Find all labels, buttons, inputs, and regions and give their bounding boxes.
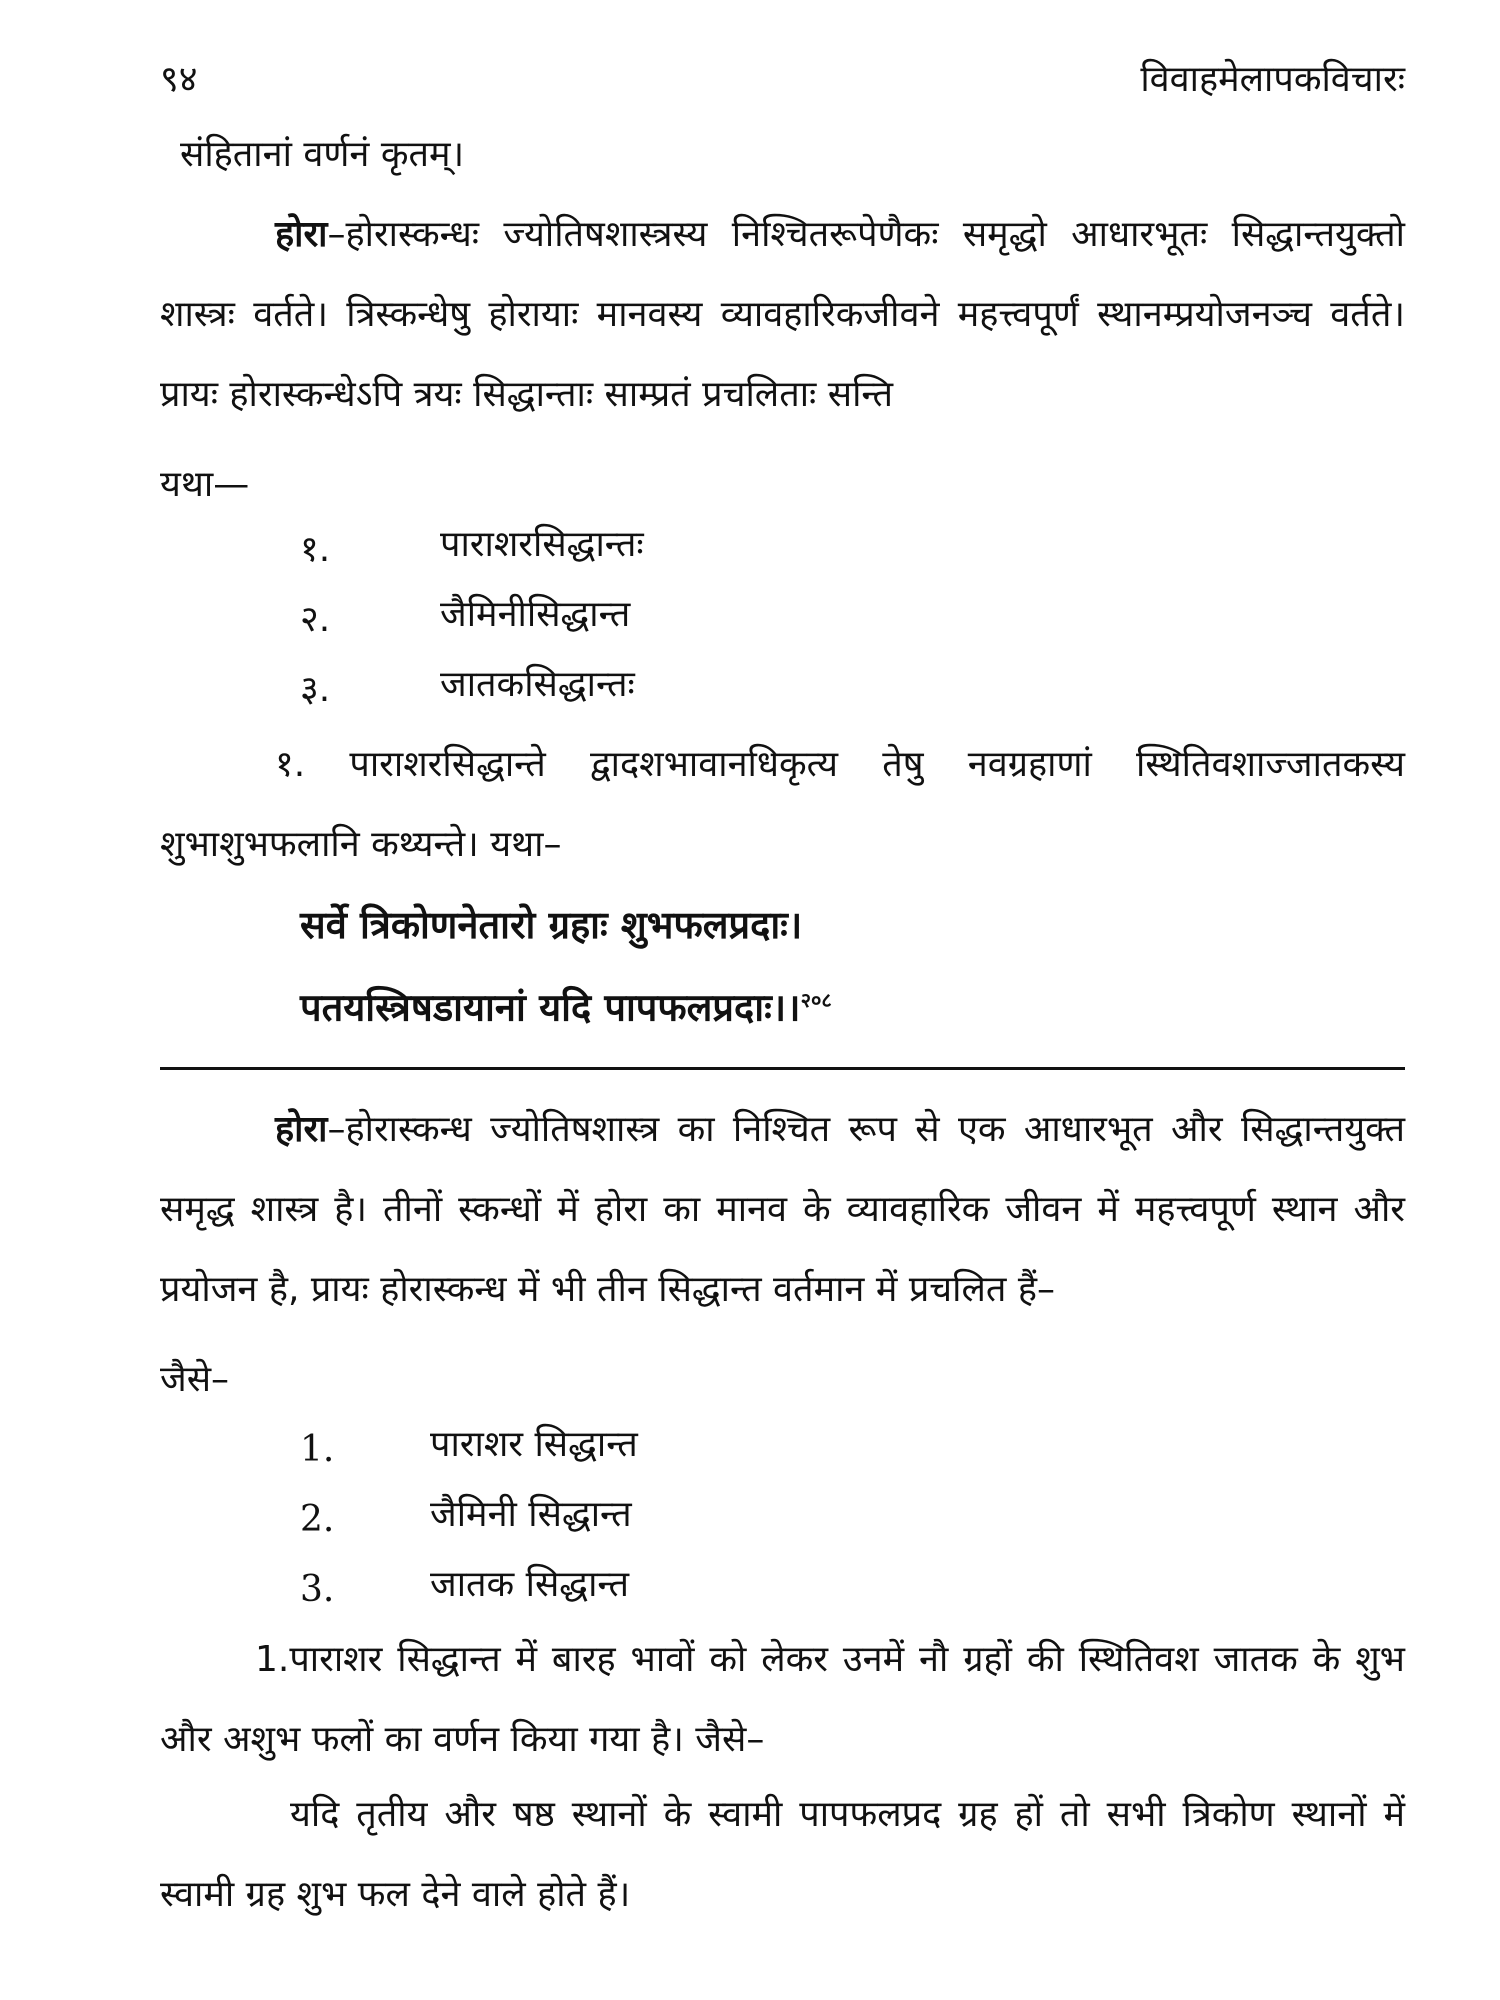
list-item: जातक सिद्धान्त xyxy=(430,1564,630,1605)
sanskrit-hora-paragraph xyxy=(160,195,1405,435)
running-title: विवाहमेलापकविचारः xyxy=(1140,59,1405,100)
verse-line-2 xyxy=(300,960,832,1048)
sanskrit-hora-term: होरा xyxy=(275,214,328,255)
sanskrit-parashara-paragraph: १. पाराशरसिद्धान्ते द्वादशभावानधिकृत्य तेषु नवग्रहाणां स्थितिवशाज्जातकस्य शुभाशुभफलानि कथ्यन्ते। यथा– xyxy=(160,744,1405,865)
verse-line-2-text: पतयस्त्रिषडायानां यदि पापफलप्रदाः।। xyxy=(300,985,801,1030)
footnote-reference: २०८ xyxy=(800,988,832,1012)
verse-line-1: सर्वे त्रिकोणनेतारो ग्रहाः शुभफलप्रदाः। xyxy=(300,903,803,947)
list-number: 3. xyxy=(300,1569,335,1610)
page-number: ९४ xyxy=(160,59,198,100)
list-number: २. xyxy=(300,599,331,640)
list-item: पाराशरसिद्धान्तः xyxy=(440,524,644,565)
opening-line: संहितानां वर्णनं कृतम्। xyxy=(180,134,465,175)
hindi-final-paragraph: यदि तृतीय और षष्ठ स्थानों के स्वामी पापफलप्रद ग्रह हों तो सभी त्रिकोण स्थानों में स्वामी ग्रह शुभ फल देने वाले होते हैं। xyxy=(160,1794,1405,1915)
list-item: जैमिनी सिद्धान्त xyxy=(430,1494,632,1535)
list-item: पाराशर सिद्धान्त xyxy=(430,1424,638,1465)
sanskrit-yatha: यथा— xyxy=(160,464,250,505)
list-number: ३. xyxy=(300,669,331,710)
list-item: जातकसिद्धान्तः xyxy=(440,664,635,705)
sanskrit-hora-text: –होरास्कन्धः ज्योतिषशास्त्रस्य निश्चितरूपेणैकः समृद्धो आधारभूतः सिद्धान्तयुक्तो शास्त्रः वर्तते। त्रिस्कन्धेषु होरायाः मानवस्य व्यावहारिकजीवने महत्त्वपूर्णं स्थानम्प्रयोजनञ्च वर्तते। प्रायः होरास्कन्धेऽपि त्रयः सिद्धान्ताः साम्प्रतं प्रचलिताः सन्ति xyxy=(160,214,1405,415)
list-number: 2. xyxy=(300,1499,335,1540)
section-divider xyxy=(160,1067,1405,1070)
hindi-hora-text: –होरास्कन्ध ज्योतिषशास्त्र का निश्चित रूप से एक आधारभूत और सिद्धान्तयुक्त समृद्ध शास्त्र है। तीनों स्कन्धों में होरा का मानव के व्यावहारिक जीवन में महत्त्वपूर्ण स्थान और प्रयोजन है, प्रायः होरास्कन्ध में भी तीन सिद्धान्त वर्तमान में प्रचलित हैं– xyxy=(160,1109,1405,1310)
list-item: जैमिनीसिद्धान्त xyxy=(440,594,631,635)
hindi-hora-term: होरा xyxy=(275,1109,328,1150)
list-number: 1. xyxy=(300,1429,335,1470)
hindi-jaise: जैसे– xyxy=(160,1359,230,1400)
list-number: १. xyxy=(300,529,331,570)
hindi-parashara-paragraph: 1.पाराशर सिद्धान्त में बारह भावों को लेकर उनमें नौ ग्रहों की स्थितिवश जातक के शुभ और अशुभ फलों का वर्णन किया गया है। जैसे– xyxy=(160,1639,1405,1760)
hindi-hora-paragraph xyxy=(160,1090,1405,1330)
